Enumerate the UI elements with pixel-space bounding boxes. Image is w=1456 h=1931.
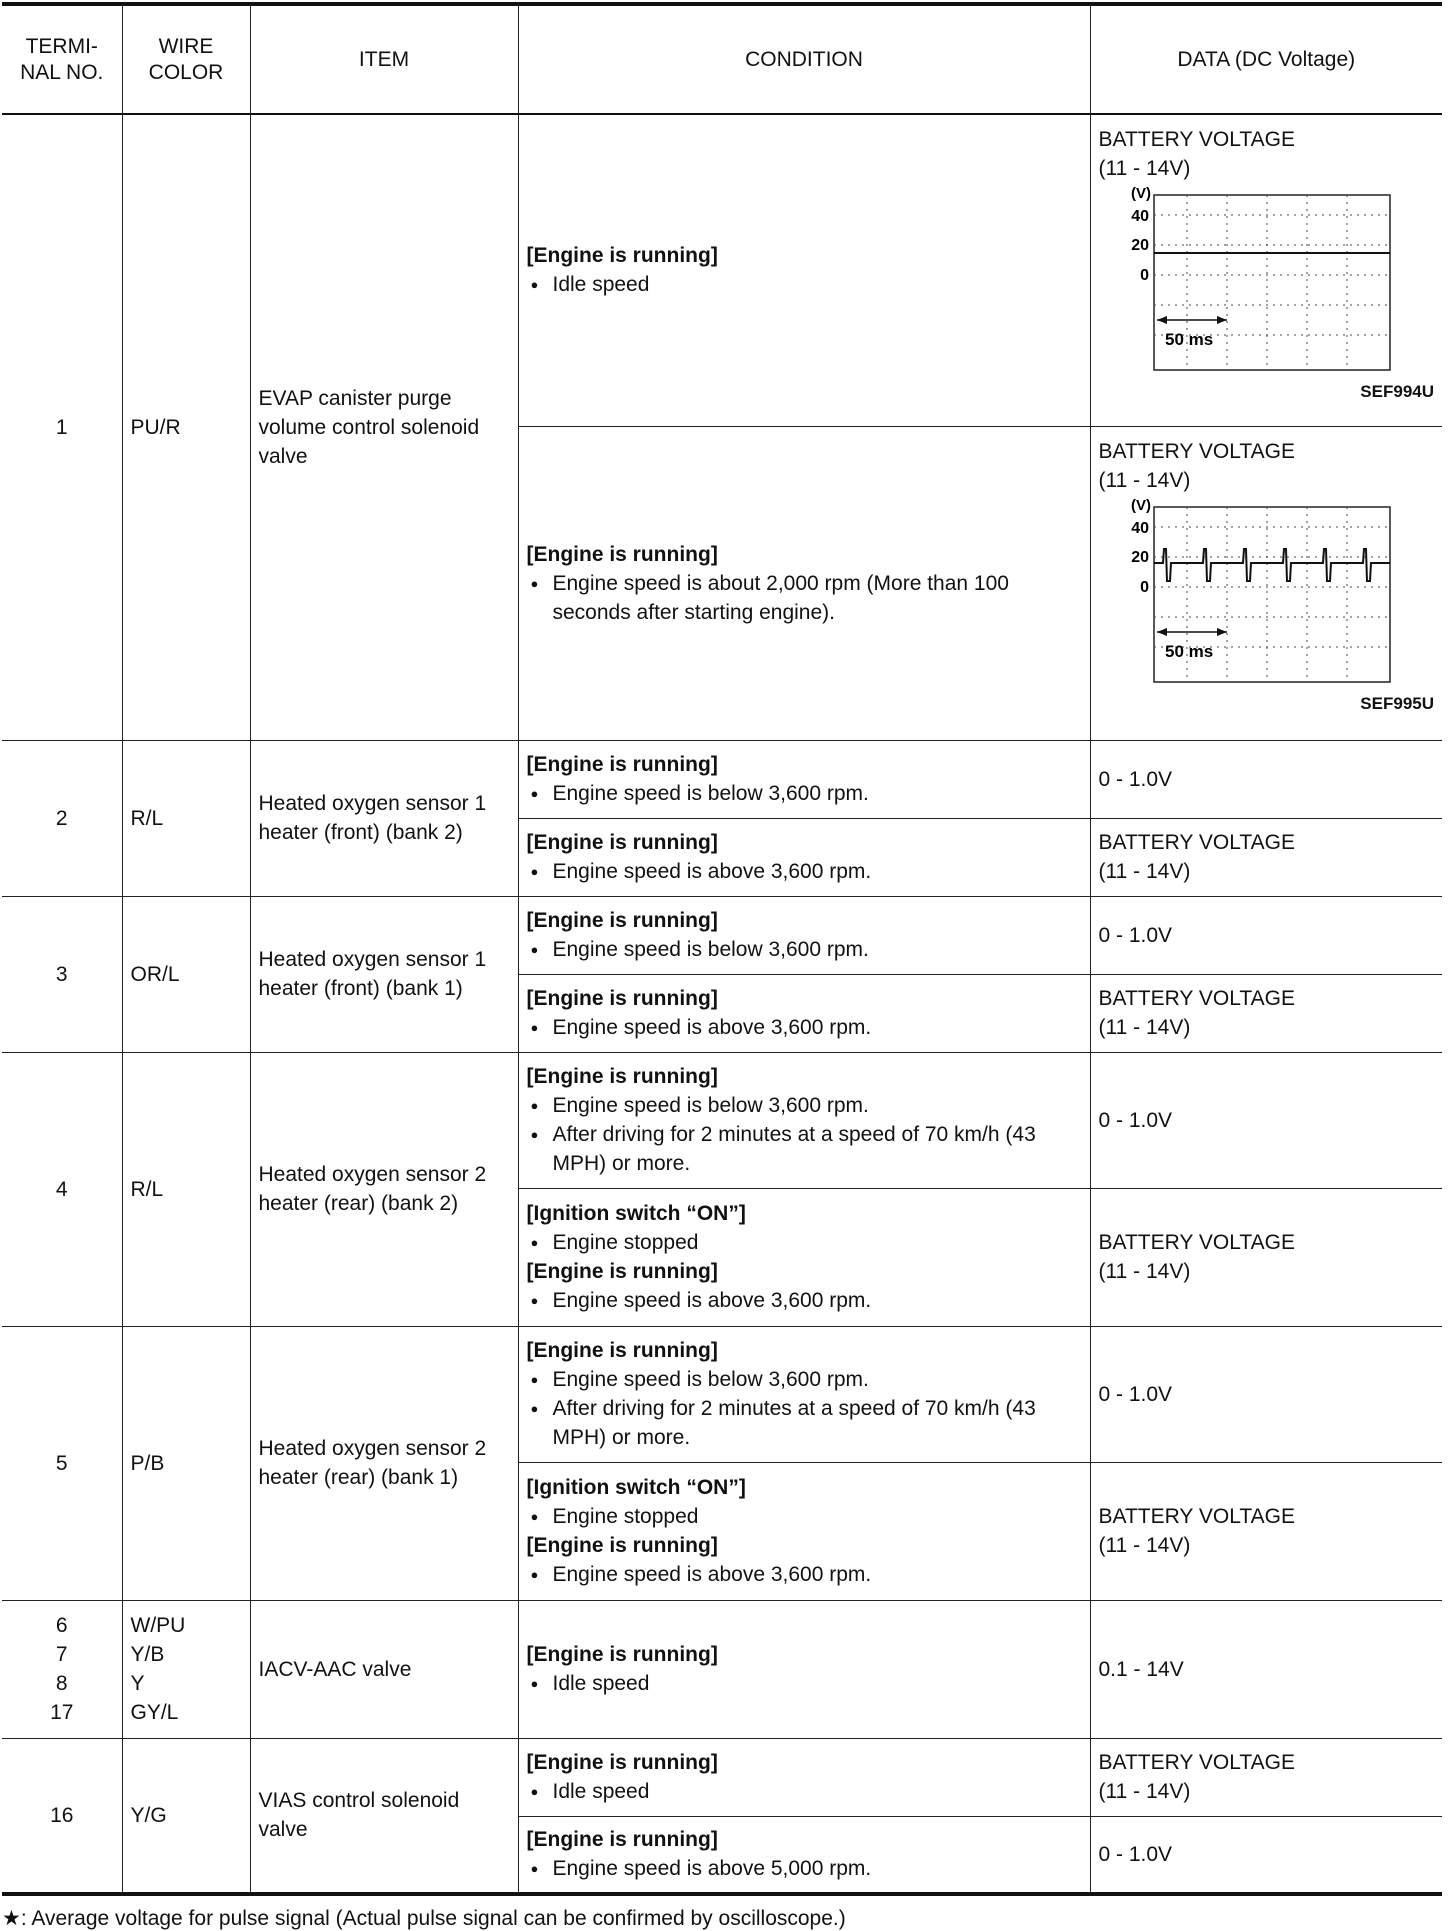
data-cell: 0 - 1.0V	[1090, 896, 1442, 974]
arrow-right-icon	[1217, 316, 1227, 324]
table-row	[2, 1326, 1442, 1462]
condition-cell	[518, 1188, 1090, 1326]
header-item: ITEM	[250, 4, 518, 114]
terminal-number: 2	[2, 740, 122, 896]
condition-cell	[518, 896, 1090, 974]
data-value: BATTERY VOLTAGE	[1098, 128, 1295, 151]
item-name: Heated oxygen sensor 1 heater (front) (bank 1)	[250, 896, 518, 1052]
condition-cell	[518, 1600, 1090, 1738]
wire-color: OR/L	[122, 896, 250, 1052]
terminal-number: 4	[2, 1052, 122, 1326]
wire-color: Y/B	[130, 1643, 165, 1666]
oscilloscope-waveform-flat	[1127, 185, 1405, 375]
condition-cell	[518, 818, 1090, 896]
condition-bullet: ● Engine stopped	[527, 1228, 1082, 1257]
condition-bullet: ● After driving for 2 minutes at a speed of 70 km/h (43 MPH) or more.	[527, 1120, 1082, 1178]
scope-tick-40: 40	[1130, 519, 1149, 537]
wire-color: R/L	[122, 1052, 250, 1326]
terminal-number: 3	[2, 896, 122, 1052]
arrow-left-icon	[1157, 628, 1167, 636]
data-cell	[1090, 426, 1442, 740]
data-range: (11 - 14V)	[1098, 860, 1191, 883]
item-name: Heated oxygen sensor 1 heater (front) (bank 2)	[250, 740, 518, 896]
condition-bullet: ● After driving for 2 minutes at a speed of 70 km/h (43 MPH) or more.	[527, 1394, 1082, 1452]
wire-color: PU/R	[122, 114, 250, 740]
data-value: BATTERY VOLTAGE	[1098, 1751, 1295, 1774]
condition-label: [Engine is running]	[526, 542, 718, 566]
condition-cell	[518, 1816, 1090, 1894]
scope-unit-label: (V)	[1130, 185, 1151, 202]
condition-cell	[518, 1326, 1090, 1462]
scope-tick-0: 0	[1139, 267, 1149, 284]
figure-id: SEF994U	[1360, 382, 1434, 401]
terminal-number: 16	[2, 1738, 122, 1894]
data-cell: 0 - 1.0V	[1090, 1326, 1442, 1462]
table-row	[2, 114, 1442, 426]
wire-color: Y	[130, 1672, 145, 1695]
wire-color-list	[122, 1600, 250, 1738]
condition-cell	[518, 974, 1090, 1052]
condition-bullet: ● Idle speed	[527, 270, 1082, 299]
condition-cell	[518, 740, 1090, 818]
condition-bullet: ● Engine speed is below 3,600 rpm.	[527, 779, 1082, 808]
condition-label: [Engine is running]	[526, 1260, 718, 1283]
item-name: VIAS control solenoid valve	[250, 1738, 518, 1894]
condition-label: [Engine is running]	[526, 753, 718, 776]
data-cell	[1090, 974, 1442, 1052]
header-wire-color: WIRE COLOR	[122, 4, 250, 114]
table-row	[2, 740, 1442, 818]
condition-cell	[518, 1738, 1090, 1816]
wire-color: P/B	[122, 1326, 250, 1600]
condition-label: [Ignition switch “ON”]	[526, 1202, 746, 1225]
scope-tick-0: 0	[1139, 578, 1149, 596]
table-row	[2, 1052, 1442, 1188]
item-name: Heated oxygen sensor 2 heater (rear) (bank 1)	[250, 1326, 518, 1600]
condition-label: [Engine is running]	[526, 1751, 718, 1774]
condition-bullet: ● Idle speed	[527, 1777, 1082, 1806]
condition-cell	[518, 1052, 1090, 1188]
scope-tick-20: 20	[1130, 548, 1149, 566]
data-cell: 0 - 1.0V	[1090, 740, 1442, 818]
terminal-number: 7	[55, 1643, 68, 1666]
oscilloscope-waveform-pulse	[1127, 497, 1405, 687]
condition-label: [Engine is running]	[526, 987, 718, 1010]
data-range: (11 - 14V)	[1098, 1016, 1191, 1039]
terminal-number: 5	[2, 1326, 122, 1600]
scope-signal-trace	[1154, 549, 1390, 581]
item-name: Heated oxygen sensor 2 heater (rear) (bank 2)	[250, 1052, 518, 1326]
data-cell	[1090, 1738, 1442, 1816]
condition-label: [Engine is running]	[526, 909, 718, 932]
terminal-number: 17	[50, 1701, 74, 1724]
scope-unit-label: (V)	[1130, 496, 1151, 514]
ecm-terminal-table-page	[2, 2, 1442, 1931]
header-terminal: TERMI-NAL NO.	[2, 4, 122, 114]
data-range: (11 - 14V)	[1098, 1780, 1191, 1803]
data-range: (11 - 14V)	[1098, 1260, 1191, 1283]
footnote: ★: Average voltage for pulse signal (Actual pulse signal can be confirmed by oscilloscope.)	[2, 1907, 846, 1930]
header-condition: CONDITION	[518, 4, 1090, 114]
data-range: (11 - 14V)	[1098, 157, 1191, 180]
table-row	[2, 1738, 1442, 1816]
item-name: EVAP canister purge volume control solenoid valve	[250, 114, 518, 740]
data-cell: 0 - 1.0V	[1090, 1816, 1442, 1894]
condition-bullet: ● Engine speed is below 3,600 rpm.	[527, 935, 1082, 964]
condition-label: [Engine is running]	[526, 1828, 718, 1852]
table-row	[2, 1600, 1442, 1738]
data-value: BATTERY VOLTAGE	[1098, 987, 1295, 1010]
condition-bullet: ● Engine speed is above 3,600 rpm.	[527, 1560, 1082, 1589]
item-name: IACV-AAC valve	[250, 1600, 518, 1738]
scope-tick-20: 20	[1130, 237, 1149, 254]
data-value: BATTERY VOLTAGE	[1098, 831, 1295, 854]
wire-color: GY/L	[130, 1701, 179, 1724]
data-range: (11 - 14V)	[1098, 1534, 1191, 1557]
condition-label: [Engine is running]	[526, 244, 718, 268]
data-range: (11 - 14V)	[1098, 468, 1191, 492]
arrow-right-icon	[1217, 628, 1227, 636]
condition-bullet: ● Engine speed is below 3,600 rpm.	[527, 1091, 1082, 1120]
terminal-number: 8	[55, 1672, 68, 1695]
condition-bullet: ● Engine speed is above 5,000 rpm.	[527, 1854, 1082, 1883]
terminal-number-list	[2, 1600, 122, 1738]
condition-bullet: ● Engine speed is above 3,600 rpm.	[527, 1013, 1082, 1042]
data-value: BATTERY VOLTAGE	[1098, 439, 1295, 463]
scope-time-label: 50 ms	[1164, 330, 1213, 349]
condition-bullet: ● Idle speed	[527, 1669, 1082, 1698]
condition-label: [Engine is running]	[526, 831, 718, 854]
data-cell	[1090, 1462, 1442, 1600]
arrow-left-icon	[1157, 316, 1167, 324]
table-row	[2, 896, 1442, 974]
condition-label: [Engine is running]	[526, 1339, 718, 1362]
data-cell: 0 - 1.0V	[1090, 1052, 1442, 1188]
data-value: BATTERY VOLTAGE	[1098, 1231, 1295, 1254]
wire-color: W/PU	[130, 1614, 186, 1637]
condition-bullet: ● Engine speed is above 3,600 rpm.	[527, 1286, 1082, 1315]
wire-color: R/L	[122, 740, 250, 896]
condition-bullet: ● Engine speed is below 3,600 rpm.	[527, 1365, 1082, 1394]
wire-color: Y/G	[122, 1738, 250, 1894]
scope-tick-40: 40	[1130, 208, 1149, 225]
condition-label: [Ignition switch “ON”]	[526, 1476, 746, 1499]
data-cell	[1090, 114, 1442, 426]
table-header-row	[2, 4, 1442, 114]
condition-cell	[518, 426, 1090, 740]
condition-bullet: ● Engine stopped	[527, 1502, 1082, 1531]
data-cell: 0.1 - 14V	[1090, 1600, 1442, 1738]
data-cell	[1090, 818, 1442, 896]
data-cell	[1090, 1188, 1442, 1326]
condition-label: [Engine is running]	[526, 1065, 718, 1088]
header-data: DATA (DC Voltage)	[1090, 4, 1442, 114]
terminal-number: 6	[55, 1614, 68, 1637]
data-value: BATTERY VOLTAGE	[1098, 1505, 1295, 1528]
condition-bullet: ● Engine speed is about 2,000 rpm (More than 100 seconds after starting engine).	[527, 569, 1082, 627]
scope-time-label: 50 ms	[1164, 641, 1213, 661]
condition-label: [Engine is running]	[526, 1534, 718, 1557]
condition-cell	[518, 1462, 1090, 1600]
terminal-reference-table	[2, 2, 1442, 1896]
condition-cell	[518, 114, 1090, 426]
condition-label: [Engine is running]	[526, 1643, 718, 1666]
condition-bullet: ● Engine speed is above 3,600 rpm.	[527, 857, 1082, 886]
figure-id: SEF995U	[1360, 693, 1434, 713]
terminal-number: 1	[2, 114, 122, 740]
